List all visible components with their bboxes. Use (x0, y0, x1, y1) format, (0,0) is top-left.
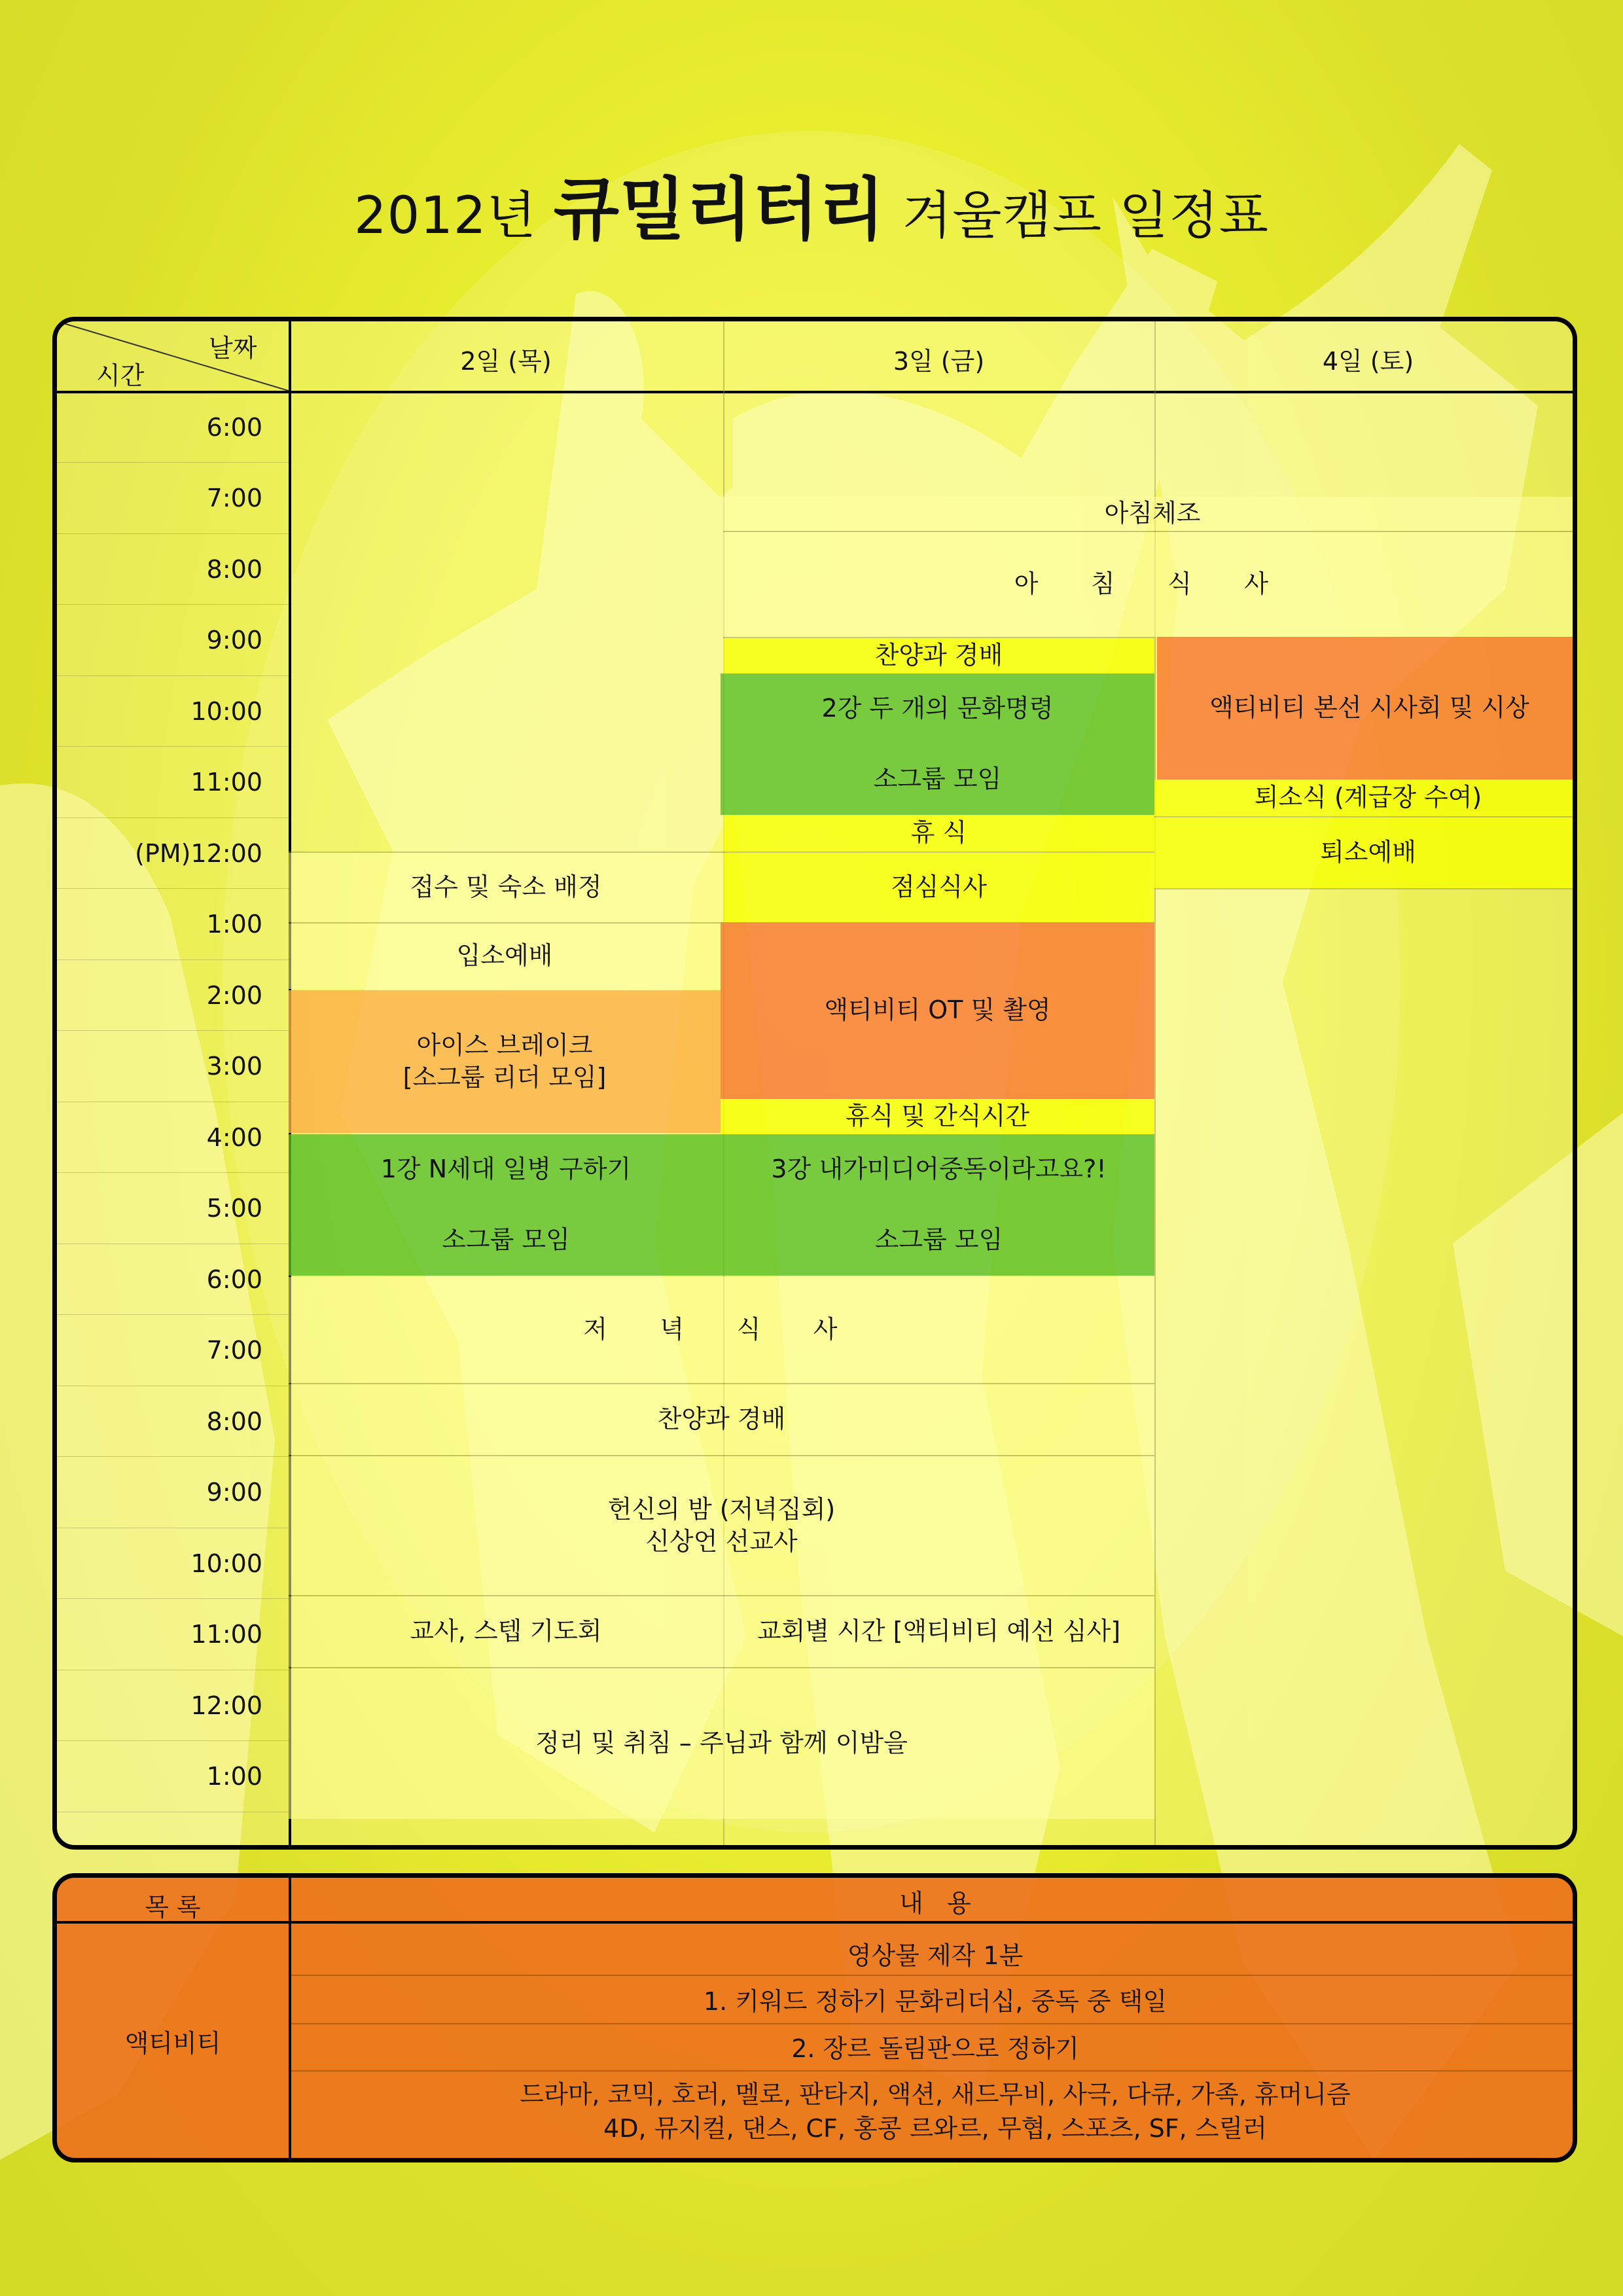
time-label: 11:00 (190, 1620, 262, 1649)
time-label: 9:00 (206, 626, 262, 655)
event-teacher-prayer: 교사, 스텝 기도회 (289, 1596, 723, 1667)
event-activity-final: 액티비티 본선 시사회 및 시상 (1157, 637, 1577, 780)
event-breakfast: 아 침 식 사 (723, 532, 1577, 637)
event-ice-break: 아이스 브레이크 [소그룹 리더 모임] (289, 990, 721, 1133)
time-label: 7:00 (206, 484, 262, 512)
corner-time-label: 시간 (96, 361, 145, 390)
activity-row: 드라마, 코믹, 호러, 멜로, 판타지, 액션, 새드무비, 사극, 다큐, 가족, 휴머니즘 (520, 2080, 1351, 2109)
time-label: 6:00 (206, 1265, 262, 1294)
event-opening-worship: 입소예배 (289, 924, 721, 989)
hour-tick (57, 746, 289, 747)
event-praise-evening: 찬양과 경배 (289, 1384, 1154, 1455)
activity-row: 1. 키워드 정하기 문화리더십, 중독 중 택일 (703, 1987, 1168, 2016)
time-label: 12:00 (190, 1691, 262, 1720)
schedule-table (52, 317, 1577, 1850)
row-divider (291, 2070, 1577, 2072)
hour-tick (57, 462, 289, 463)
time-label: 6:00 (206, 413, 262, 442)
day-header-thu: 2일 (목) (460, 347, 552, 376)
event-praise-morning: 찬양과 경배 (723, 638, 1154, 673)
event-lecture-3: 3강 내가미디어중독이라고요?! (723, 1134, 1154, 1205)
event-activity-ot: 액티비티 OT 및 촬영 (721, 922, 1154, 1099)
time-label: 3:00 (206, 1052, 262, 1081)
event-church-time: 교회별 시간 [액티비티 예선 심사] (723, 1596, 1154, 1667)
time-label: 4:00 (206, 1123, 262, 1152)
activity-category: 액티비티 (124, 2029, 221, 2058)
event-closing-worship: 퇴소예배 (1154, 817, 1577, 888)
time-label: 10:00 (190, 697, 262, 726)
time-label: 2:00 (206, 981, 262, 1010)
time-label: 9:00 (206, 1478, 262, 1507)
time-label: 5:00 (206, 1194, 262, 1223)
time-label: 7:00 (206, 1336, 262, 1365)
hour-tick (57, 1598, 289, 1599)
event-snack-time: 휴식 및 간식시간 (721, 1099, 1154, 1134)
time-label: 8:00 (206, 1407, 262, 1436)
hour-tick (57, 1172, 289, 1173)
activity-header-content: 내 용 (899, 1889, 971, 1918)
hour-tick (57, 675, 289, 676)
page-title (0, 154, 1623, 253)
event-dinner: 저 녁 식 사 (289, 1277, 1154, 1383)
event-small-group-fri-am: 소그룹 모임 (721, 744, 1154, 815)
event-lunch: 점심식사 (723, 853, 1154, 922)
hour-tick (57, 1314, 289, 1315)
event-lecture-1: 1강 N세대 일병 구하기 (289, 1134, 723, 1205)
time-label: 8:00 (206, 555, 262, 584)
hour-tick (57, 1456, 289, 1457)
event-evening-meeting: 헌신의 밤 (저녁집회) 신상언 선교사 (289, 1456, 1154, 1595)
row-divider (291, 1975, 1577, 1976)
time-label: 11:00 (190, 768, 262, 797)
activity-row: 2. 장르 돌림판으로 정하기 (791, 2034, 1079, 2063)
time-label: 1:00 (206, 910, 262, 939)
row-divider (1154, 888, 1577, 889)
hour-tick (57, 604, 289, 605)
event-rest: 휴 식 (723, 815, 1154, 852)
event-small-group-fri-pm: 소그룹 모임 (723, 1205, 1154, 1276)
title-year: 2012년 (353, 187, 537, 245)
hour-tick (57, 533, 289, 534)
row-divider (291, 2023, 1577, 2024)
title-camp-name: 큐밀리터리 (553, 170, 885, 249)
activity-row: 4D, 뮤지컬, 댄스, CF, 홍콩 르와르, 무협, 스포츠, SF, 스릴러 (603, 2114, 1267, 2143)
corner-date-label: 날짜 (209, 334, 257, 363)
activity-row: 영상물 제작 1분 (847, 1941, 1024, 1970)
day-header-sat: 4일 (토) (1322, 347, 1414, 376)
title-suffix: 겨울캠프 일정표 (902, 187, 1269, 245)
event-registration: 접수 및 숙소 배정 (289, 853, 723, 922)
hour-tick (57, 888, 289, 889)
header-divider (57, 391, 1577, 393)
time-label: 1:00 (206, 1762, 262, 1791)
time-label: 10:00 (190, 1549, 262, 1578)
event-morning-exercise: 아침체조 (723, 497, 1577, 531)
hour-tick (57, 1740, 289, 1741)
activity-table (52, 1873, 1577, 2162)
time-label: (PM)12:00 (135, 839, 262, 868)
event-closing-ceremony: 퇴소식 (계급장 수여) (1154, 780, 1577, 816)
activity-header-category: 목 록 (145, 1893, 201, 1922)
event-small-group-thu: 소그룹 모임 (289, 1205, 723, 1276)
hour-tick (57, 817, 289, 818)
event-bedtime: 정리 및 취침 – 주님과 함께 이밤을 (289, 1668, 1154, 1819)
day-header-fri: 3일 (금) (893, 347, 985, 376)
event-lecture-2: 2강 두 개의 문화명령 (721, 673, 1154, 744)
hour-tick (57, 1030, 289, 1031)
